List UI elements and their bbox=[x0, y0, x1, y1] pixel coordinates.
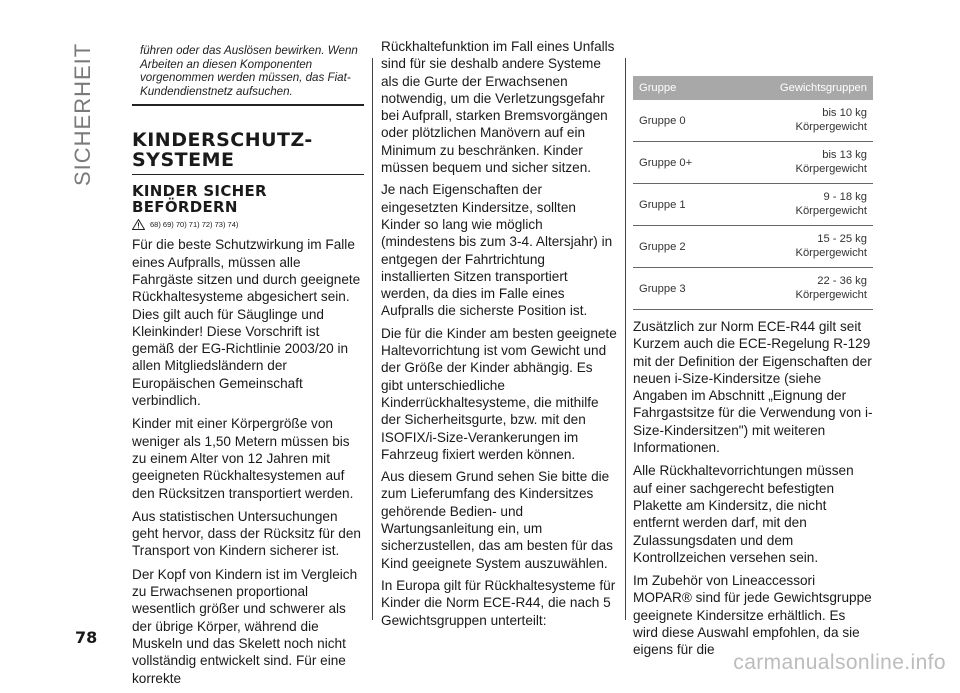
table-row bbox=[633, 184, 873, 226]
column-2 bbox=[381, 38, 617, 634]
warning-icon bbox=[132, 219, 145, 230]
table-row bbox=[633, 100, 873, 142]
weight-cell bbox=[724, 226, 873, 268]
weight-cell bbox=[724, 142, 873, 184]
weight-range: 9 - 18 kg bbox=[823, 191, 867, 203]
weight-range: 15 - 25 kg bbox=[817, 233, 867, 245]
weight-unit: Körpergewicht bbox=[795, 288, 867, 301]
paragraph: Rückhaltefunktion im Fall eines Unfalls sind für sie deshalb andere Systeme als die Gurte der Erwachsenen notwendig, um die Verletzungsgefahr bei Aufprall, starken Bremsvorgängen oder plötzlichen Manövern auf ein Minimum zu beschränken. Kinder müssen bequem und sicher sitzen. bbox=[381, 39, 615, 176]
subsection-title: KINDER SICHER BEFÖRDERN bbox=[132, 182, 267, 217]
weight-range: 22 - 36 kg bbox=[817, 275, 867, 287]
paragraph: Für die beste Schutzwirkung im Falle eines Aufpralls, müssen alle Fahrgäste sitzen und durch geeignete Rückhaltesysteme abgesichert sein. Dies gilt auch für Säuglinge und Kleinkinder! Diese Vorschrift ist gemäß der EG-Richtlinie 2003/20 in allen Mitgliedsländern der Europäischen Gemeinschaft verbindlich. bbox=[132, 237, 361, 409]
page-number: 78 bbox=[75, 628, 98, 647]
paragraph: In Europa gilt für Rückhaltesysteme für Kinder die Norm ECE-R44, die nach 5 Gewichtsgruppen unterteilt: bbox=[381, 577, 616, 628]
paragraph: Zusätzlich zur Norm ECE-R44 gilt seit Kurzem auch die ECE-Regelung R-129 mit der Definition der Eigenschaften der neuen i-Size-Kindersitze (siehe Angaben im Abschnitt „Eignung der Fahrgastsitze für die Verwendung von i-Size-Kindersitzen") mit weiteren Informationen. bbox=[633, 319, 873, 456]
weight-cell bbox=[724, 184, 873, 226]
paragraph: Der Kopf von Kindern ist im Vergleich zu Erwachsenen proportional wesentlich größer und schwerer als der übrige Körper, während die Muskeln und das Skelett noch nicht vollständig entwickelt sind. Für eine korrekte bbox=[132, 566, 358, 686]
note-box: führen oder das Auslösen bewirken. Wenn Arbeiten an diesen Komponenten vorgenommen werden müssen, das Fiat-Kundendienstnetz aufsuchen. bbox=[132, 42, 364, 106]
header-group: Gruppe bbox=[633, 76, 724, 100]
weight-cell bbox=[724, 268, 873, 310]
watermark: carmanualsonline.info bbox=[733, 651, 946, 674]
weight-range: bis 13 kg bbox=[822, 149, 867, 161]
weight-unit: Körpergewicht bbox=[795, 162, 867, 175]
column-1 bbox=[132, 40, 364, 693]
warning-references bbox=[132, 219, 364, 230]
group-cell: Gruppe 0+ bbox=[633, 142, 724, 184]
weight-unit: Körpergewicht bbox=[795, 204, 867, 217]
group-cell: Gruppe 0 bbox=[633, 100, 724, 142]
weight-cell bbox=[724, 100, 873, 142]
table-header-row bbox=[633, 76, 873, 100]
table-row bbox=[633, 142, 873, 184]
paragraph: Im Zubehör von Lineaccessori MOPAR® sind für jede Gewichtsgruppe geeignete Kindersitze erhältlich. Es wird diese Auswahl empfohlen, da sie eigens für die bbox=[633, 573, 872, 658]
side-section-title: SICHERHEIT bbox=[70, 42, 95, 186]
table-row bbox=[633, 226, 873, 268]
table-row bbox=[633, 268, 873, 310]
section-title: KINDERSCHUTZ-SYSTEME bbox=[132, 130, 364, 175]
group-cell: Gruppe 3 bbox=[633, 268, 724, 310]
paragraph: Die für die Kinder am besten geeignete Haltevorrichtung ist vom Gewicht und der Größe der Kinder abhängig. Es gibt unterschiedliche Kinderrückhaltesysteme, die mithilfe der Sicherheitsgurte, bzw. mit den ISOFIX/i-Size-Verankerungen im Fahrzeug fixiert werden können. bbox=[381, 325, 617, 462]
paragraph: Alle Rückhaltevorrichtungen müssen auf einer sachgerecht befestigten Plakette am Kindersitz, die nicht entfernt werden darf, mit den Zulassungsdaten und dem Kontrollzeichen versehen sein. bbox=[633, 463, 854, 565]
column-divider bbox=[372, 58, 373, 620]
paragraph: Aus statistischen Untersuchungen geht hervor, dass der Rücksitz für den Transport von Kindern sicherer ist. bbox=[132, 508, 361, 559]
weight-unit: Körpergewicht bbox=[795, 120, 867, 133]
header-weight: Gewichtsgruppen bbox=[724, 76, 873, 100]
paragraph: Aus diesem Grund sehen Sie bitte die zum Lieferumfang des Kindersitzes gehörende Bedien- und Wartungsanleitung ein, um sicherzustellen, das am besten für das Kind geeignete System auszuwählen. bbox=[381, 469, 613, 571]
weight-unit: Körpergewicht bbox=[795, 246, 867, 259]
reference-numbers: 68) 69) 70) 71) 72) 73) 74) bbox=[150, 220, 239, 230]
column-divider bbox=[625, 58, 626, 620]
weight-range: bis 10 kg bbox=[822, 107, 867, 119]
group-cell: Gruppe 2 bbox=[633, 226, 724, 268]
weight-group-table bbox=[633, 76, 873, 310]
group-cell: Gruppe 1 bbox=[633, 184, 724, 226]
paragraph: Kinder mit einer Körpergröße von weniger als 1,50 Metern müssen bis zu einem Alter von 12 Jahren mit geeigneten Rückhaltesystemen auf den Rücksitzen transportiert werden. bbox=[132, 416, 354, 501]
paragraph: Je nach Eigenschaften der eingesetzten Kindersitze, sollten Kinder so lang wie möglich (mindestens bis zum 3-4. Altersjahr) in entgegen der Fahrtrichtung installierten Sitzen transportiert werden, da dies im Falle eines Aufpralls die sicherste Position ist. bbox=[381, 182, 613, 319]
column-3 bbox=[633, 46, 873, 665]
